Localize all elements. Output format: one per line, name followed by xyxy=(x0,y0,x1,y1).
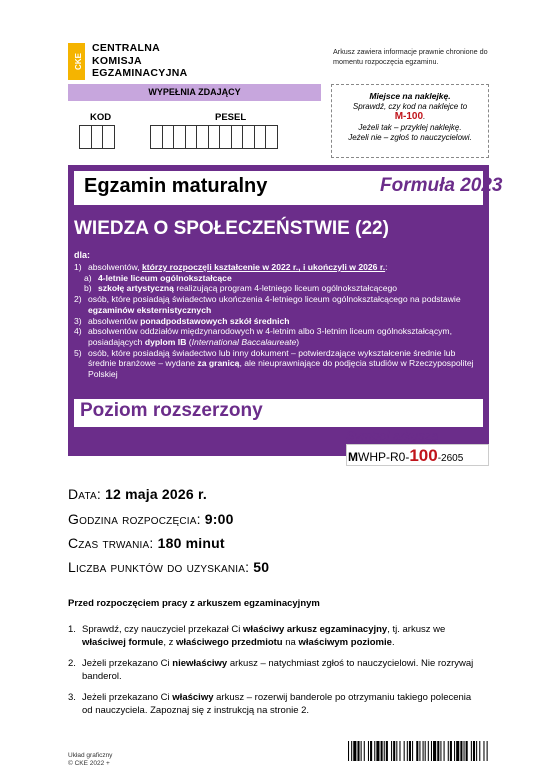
barcode-bar xyxy=(471,741,472,761)
barcode-bar xyxy=(479,741,480,761)
barcode-bar xyxy=(368,741,369,761)
sticker-title: Miejsce na naklejkę. xyxy=(369,91,451,101)
sticker-line-1: Sprawdź, czy kod na naklejce to xyxy=(352,101,468,111)
barcode-bar xyxy=(487,741,488,761)
barcode-bar xyxy=(376,741,379,761)
barcode-bar xyxy=(464,741,465,761)
barcode-bar xyxy=(448,741,449,761)
barcode-bar xyxy=(416,741,418,761)
barcode-bar xyxy=(483,741,484,761)
barcode-bar xyxy=(393,741,395,761)
footer-mark: + xyxy=(106,760,110,767)
barcode-bar xyxy=(374,741,375,761)
instruction-3: 3. Jeżeli przekazano Ci właściwy arkusz – rozerwij banderole po otrzymaniu takiego polecenia od nauczyciela. Zapoznaj się z instrukcją na stronie 2. xyxy=(68,692,472,716)
instruction-2: 2. Jeżeli przekazano Ci niewłaściwy arkusz – natychmiast zgłoś to nauczycielowi. Nie rozrywaj banderol. xyxy=(68,658,474,682)
barcode-bar xyxy=(412,741,413,761)
level-title: Poziom rozszerzony xyxy=(80,400,263,421)
exam-points: Liczba punktów do uzyskania: 50 xyxy=(68,559,270,575)
sticker-line-3: Jeżeli nie – zgłoś to nauczycielowi. xyxy=(348,133,472,142)
barcode-bar xyxy=(348,741,349,761)
barcode-bar xyxy=(431,741,432,761)
logo-letters: CKE xyxy=(73,53,83,70)
barcode-bar xyxy=(357,741,359,761)
barcode-bar xyxy=(361,741,362,761)
barcode-bar xyxy=(364,741,365,761)
barcode-bar xyxy=(384,741,385,761)
footer-line-2: © CKE 2022 xyxy=(68,760,105,767)
audience-item-5: 5) osób, które posiadają świadectwo lub inny dokument – potwierdzające wykształcenie średnie lub średnie branżowe – wydane za granicą, ale nieuprawniające do podjęcia studiów w Rzeczypospolitej Polskiej xyxy=(74,347,474,380)
sheet-symbol-label: Symbol arkusza xyxy=(346,428,439,443)
pesel-box[interactable] xyxy=(265,125,278,149)
barcode-bar xyxy=(381,741,383,761)
kod-box[interactable] xyxy=(102,125,115,149)
barcode-bar xyxy=(476,741,477,761)
exam-start-time: Godzina rozpoczęcia: 9:00 xyxy=(68,511,234,527)
pesel-label: PESEL xyxy=(215,112,247,123)
sticker-code-suffix: . xyxy=(423,112,426,121)
audience-item-2: 2) osób, które posiadają świadectwo ukończenia 4-letniego liceum ogólnokształcącego na podstawie egzaminów eksternistycznych xyxy=(74,294,461,315)
footer-line-1: Układ graficzny xyxy=(68,752,113,759)
barcode-bar xyxy=(423,741,424,761)
audience-item-4: 4) absolwentów oddziałów międzynarodowych w 4-letnim albo 3-letnim liceum ogólnokształcącym, posiadających dyplom IB (International Baccalaureate) xyxy=(74,326,452,347)
barcode-bar xyxy=(407,741,408,761)
pesel-input-boxes[interactable] xyxy=(150,125,277,149)
footer-credits xyxy=(68,752,112,768)
audience-item-1: 1) absolwentów, którzy rozpoczęli kształcenie w 2022 r., i ukończyli w 2026 r.: xyxy=(74,262,388,272)
barcode-bar xyxy=(456,741,459,761)
kod-label: KOD xyxy=(90,112,112,123)
barcode-bar xyxy=(444,741,445,761)
exam-duration: Czas trwania: 180 minut xyxy=(68,535,225,551)
barcode-bar xyxy=(437,741,439,761)
barcode-bar xyxy=(409,741,411,761)
exam-date: Data: 12 maja 2026 r. xyxy=(68,486,207,502)
barcode-bar xyxy=(450,741,452,761)
kod-input-boxes[interactable] xyxy=(79,125,114,149)
barcode-bar xyxy=(440,741,441,761)
barcode-bar xyxy=(460,741,462,761)
barcode-bar xyxy=(386,741,388,761)
exam-title: Egzamin maturalny xyxy=(84,175,268,197)
cke-logo-text xyxy=(92,42,188,80)
audience-list xyxy=(74,262,479,380)
exam-formula: Formuła 2023 xyxy=(380,175,503,196)
barcode-bar xyxy=(454,741,455,761)
barcode-bar xyxy=(466,741,468,761)
barcode-bar xyxy=(391,741,392,761)
audience-intro: dla: xyxy=(74,250,91,260)
cke-logo-mark xyxy=(68,43,85,80)
audience-item-3: 3) absolwentów ponadpodstawowych szkół średnich xyxy=(74,315,290,326)
logo-line-1: CENTRALNA xyxy=(92,42,161,54)
barcode-bar xyxy=(473,741,475,761)
instruction-1: 1. Sprawdź, czy nauczyciel przekazał Ci właściwy arkusz egzaminacyjny, tj. arkusz we właściwej formule, z właściwego przedmiotu na właściwym poziomie. xyxy=(68,624,446,648)
barcode-bar xyxy=(396,741,397,761)
audience-item-1b: b) szkołę artystyczną realizującą program 4-letniego liceum ogólnokształcącego xyxy=(84,283,398,294)
fill-by-candidate-label: WYPEŁNIA ZDAJĄCY xyxy=(68,84,321,101)
barcode-bar xyxy=(404,741,405,761)
barcode-bar xyxy=(428,741,429,761)
sticker-area[interactable] xyxy=(331,84,489,158)
barcode-bar xyxy=(399,741,400,761)
barcode-bar xyxy=(370,741,372,761)
barcode-bar xyxy=(351,741,352,761)
logo-line-2: KOMISJA xyxy=(92,54,142,67)
logo-line-3: EGZAMINACYJNA xyxy=(92,67,188,79)
barcode-bar xyxy=(419,741,420,761)
sheet-symbol-code: MWHP-R0-100-2605 xyxy=(348,446,464,465)
barcode-bar xyxy=(425,741,426,761)
sticker-line-2: Jeżeli tak – przyklej naklejkę. xyxy=(358,122,462,132)
protected-info-note: Arkusz zawiera informacje prawnie chronione do momentu rozpoczęcia egzaminu. xyxy=(333,47,488,66)
sticker-code: M-100 xyxy=(394,111,424,122)
instructions-heading: Przed rozpoczęciem pracy z arkuszem egzaminacyjnym xyxy=(68,598,320,609)
barcode xyxy=(348,741,488,761)
barcode-bar xyxy=(433,741,436,761)
subject-title: WIEDZA O SPOŁECZEŃSTWIE (22) xyxy=(74,218,389,239)
audience-item-1a: a) 4-letnie liceum ogólnokształcące xyxy=(84,272,232,283)
barcode-bar xyxy=(353,741,356,761)
